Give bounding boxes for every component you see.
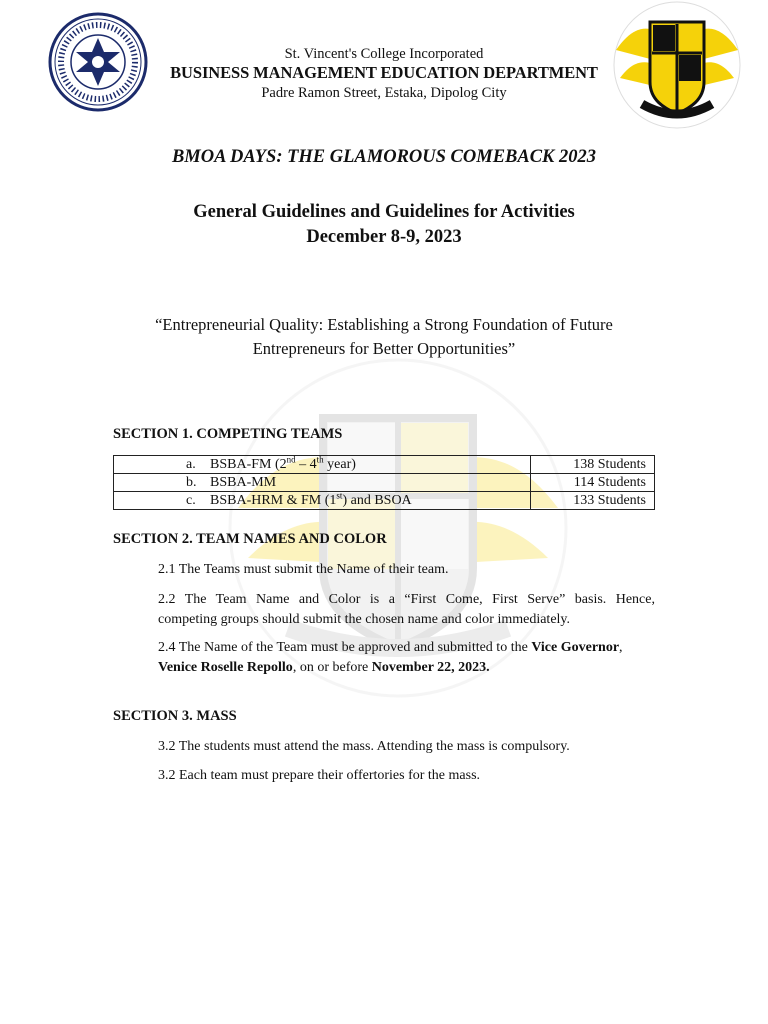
guidelines-title-block: [0, 200, 768, 250]
team-name-sup: th: [316, 454, 324, 465]
team-name-cell: [114, 492, 531, 510]
team-name-text: BSBA-MM: [210, 475, 277, 490]
team-name-sup: st: [336, 490, 343, 501]
section-3-item-1: 3.2 The students must attend the mass. Attending the mass is compulsory.: [158, 739, 570, 754]
department-crest-logo: [612, 0, 742, 130]
event-title: BMOA DAYS: THE GLAMOROUS COMEBACK 2023: [171, 147, 597, 167]
competing-teams-table: [113, 455, 655, 510]
team-name-cell: [114, 474, 531, 492]
item-text: , on or before: [292, 660, 372, 675]
department-name: BUSINESS MANAGEMENT EDUCATION DEPARTMENT: [170, 63, 598, 82]
college-address: Padre Ramon Street, Estaka, Dipolog City: [261, 85, 507, 101]
college-name: St. Vincent's College Incorporated: [284, 46, 484, 62]
team-name-text: – 4: [295, 457, 317, 472]
section-2-item-1: 2.1 The Teams must submit the Name of their team.: [158, 562, 449, 577]
table-row: [114, 456, 655, 474]
item-text: ,: [619, 640, 623, 655]
team-count-cell: 133 Students: [531, 492, 655, 510]
item-text: 2.4 The Name of the Team must be approved and submitted to the: [158, 640, 532, 655]
item-bold-text: Vice Governor: [531, 640, 620, 655]
guidelines-date: December 8-9, 2023: [306, 227, 462, 247]
team-name-text: year): [323, 457, 356, 472]
team-count-cell: 138 Students: [531, 456, 655, 474]
team-name-text: ) and BSOA: [342, 493, 412, 508]
table-row: [114, 492, 655, 510]
section-3-item-2: 3.2 Each team must prepare their offertories for the mass.: [158, 768, 481, 783]
table-row: [114, 474, 655, 492]
team-letter: c.: [186, 493, 196, 508]
theme-line-1: “Entrepreneurial Quality: Establishing a Strong Foundation of Future: [155, 315, 613, 334]
item-bold-text: November 22, 2023.: [371, 660, 490, 675]
section-3-heading: SECTION 3. MASS: [113, 708, 237, 724]
section-2-heading: SECTION 2. TEAM NAMES AND COLOR: [113, 531, 387, 547]
team-name-cell: [114, 456, 531, 474]
team-name-text: BSBA-HRM & FM (1: [210, 493, 337, 508]
section-1-heading: SECTION 1. COMPETING TEAMS: [113, 426, 343, 442]
team-letter: a.: [186, 457, 196, 472]
section-2-item-3-cont: [158, 658, 655, 678]
team-name-text: BSBA-FM (2: [210, 457, 287, 472]
guidelines-title: General Guidelines and Guidelines for Activities: [193, 202, 575, 222]
item-bold-text: Venice Roselle Repollo: [158, 660, 293, 675]
team-name-sup: nd: [286, 454, 296, 465]
section-2-item-2-line-2: competing groups should submit the chosen name and color immediately.: [158, 612, 571, 627]
theme-quote: [110, 313, 658, 361]
theme-line-2: Entrepreneurs for Better Opportunities”: [252, 339, 516, 358]
section-2-item-2-line-1: 2.2 The Team Name and Color is a “First Come, First Serve” basis. Hence,: [158, 592, 655, 607]
section-2-item-2: [158, 590, 655, 630]
college-seal-logo: [48, 12, 148, 112]
team-count-cell: 114 Students: [531, 474, 655, 492]
section-2-item-3: [158, 638, 655, 658]
team-letter: b.: [186, 475, 197, 490]
